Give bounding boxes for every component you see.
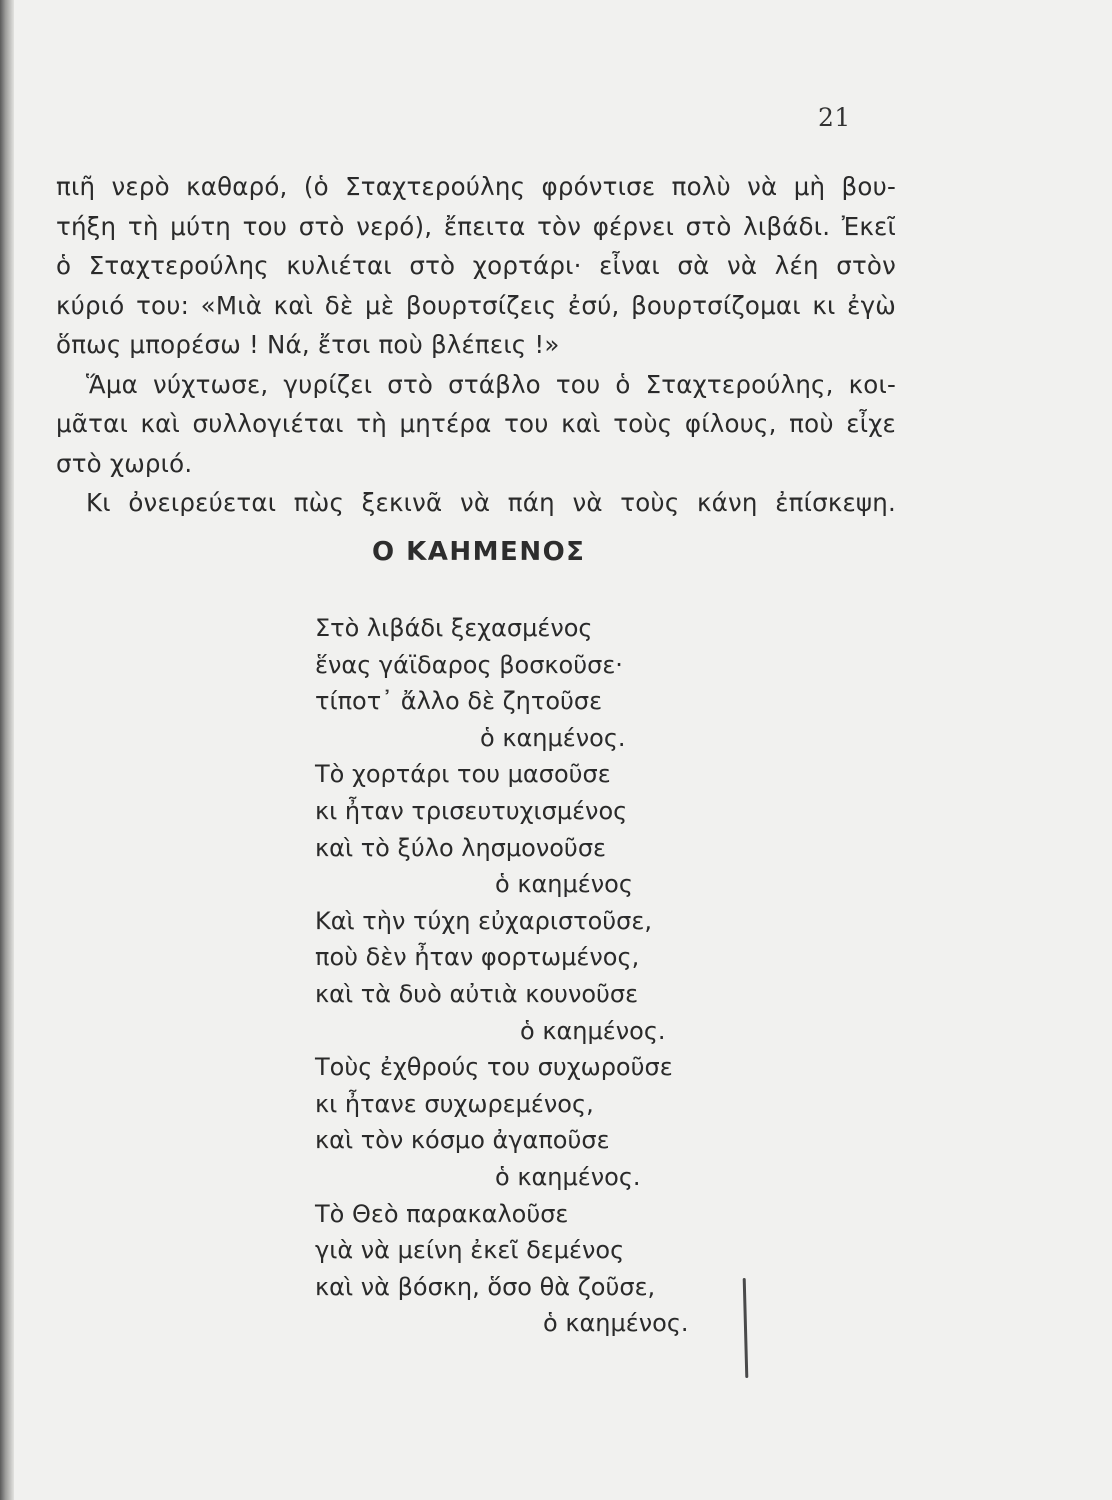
poem-line: καὶ νὰ βόσκη, ὅσο θὰ ζοῦσε, [315, 1272, 656, 1301]
page-number: 21 [818, 103, 851, 132]
prose-line: στὸ χωριό. [56, 448, 193, 478]
poem-refrain: ὁ καημένος. [520, 1016, 666, 1045]
prose-line: κύριό του: «Μιὰ καὶ δὲ μὲ βουρτσίζεις ἐσύ, βουρτσίζομαι κι ἐγὼ [56, 290, 896, 320]
pencil-margin-mark [743, 1278, 749, 1378]
poem-line: γιὰ νὰ μείνη ἐκεῖ δεμένος [315, 1236, 625, 1265]
prose-line: Ἅμα νύχτωσε, γυρίζει στὸ στάβλο του ὁ Σταχτερούλης, κοι- [86, 369, 896, 399]
poem-refrain: ὁ καημένος [495, 870, 633, 899]
prose-line: τήξη τὴ μύτη του στὸ νερό), ἔπειτα τὸν φέρνει στὸ λιβάδι. Ἐκεῖ [56, 211, 896, 241]
prose-line: ὁ Σταχτερούλης κυλιέται στὸ χορτάρι· εἶναι σὰ νὰ λέη στὸν [56, 251, 896, 280]
poem-line: Καὶ τὴν τύχη εὐχαριστοῦσε, [315, 906, 652, 935]
poem-refrain: ὁ καημένος. [480, 723, 626, 752]
poem-refrain: ὁ καημένος. [543, 1309, 689, 1338]
prose-line: Κι ὀνειρεύεται πὼς ξεκινᾶ νὰ πάη νὰ τοὺς κάνη ἐπίσκεψη. [86, 488, 896, 517]
prose-line: πιῆ νερὸ καθαρό, (ὁ Σταχτερούλης φρόντισε πολὺ νὰ μὴ βου- [56, 172, 896, 201]
poem-line: κι ἦτανε συχωρεμένος, [315, 1089, 594, 1118]
poem-line: Τὸ Θεὸ παρακαλοῦσε [315, 1199, 569, 1228]
poem-title: Ο ΚΑΗΜΕΝΟΣ [372, 537, 586, 567]
poem-line: ἕνας γάϊδαρος βοσκοῦσε· [315, 650, 623, 679]
poem-line: καὶ τὸ ξύλο λησμονοῦσε [315, 833, 606, 862]
prose-paragraphs [56, 167, 896, 523]
prose-line: ὅπως μπορέσω ! Νά, ἔτσι ποὺ βλέπεις !» [56, 330, 560, 359]
poem-line: καὶ τὸν κόσμο ἀγαποῦσε [315, 1126, 610, 1155]
poem-refrain: ὁ καημένος. [495, 1162, 641, 1191]
poem-line: κι ἦταν τρισευτυχισμένος [315, 796, 628, 825]
binding-shadow [0, 0, 14, 1500]
poem-line: τίποτ᾽ ἄλλο δὲ ζητοῦσε [315, 687, 603, 716]
poem-line: Τὸ χορτάρι του μασοῦσε [315, 760, 611, 789]
poem-line: Στὸ λιβάδι ξεχασμένος [315, 614, 593, 642]
prose-line: μᾶται καὶ συλλογιέται τὴ μητέρα του καὶ τοὺς φίλους, ποὺ εἶχε [56, 409, 896, 438]
poem-stanzas [315, 610, 735, 1342]
poem-line: ποὺ δὲν ἦταν φορτωμένος, [315, 943, 640, 972]
poem-line: Τοὺς ἐχθρούς του συχωροῦσε [315, 1053, 673, 1082]
poem-line: καὶ τὰ δυὸ αὐτιὰ κουνοῦσε [315, 979, 639, 1008]
